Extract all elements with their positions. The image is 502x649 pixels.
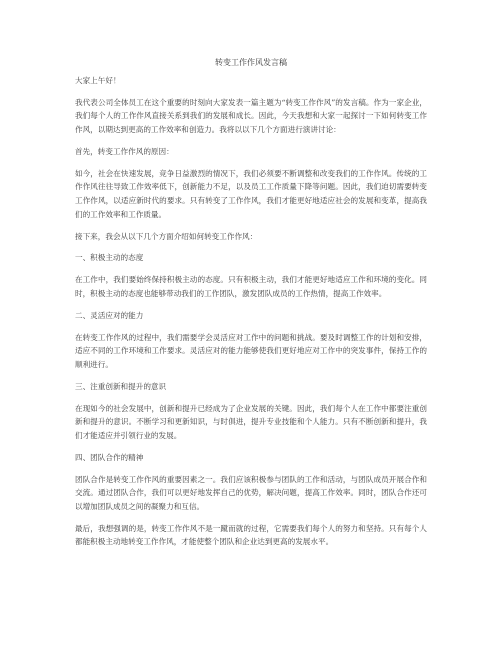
greeting-paragraph: 大家上午好！ <box>75 76 121 85</box>
transition-paragraph: 接下来，我会从以下几个方面介绍如何转变工作作风： <box>75 231 258 241</box>
reasons-paragraph: 如今，社会在快速发展，竞争日益激烈的情况下，我们必须要不断调整和改变我们的工作作风。传统的工作作风往往导致工作效率低下，创新能力不足，以及员工工作质量下降等问题。因此，我们迫切需要转变工作作风，以适应新时代的要求。只有转变了工作作风，我们才能更好地适应社会的发展和变革，提高我们的工作效率和工作质量。 <box>75 168 427 219</box>
flexible-response-paragraph: 在转变工作作风的过程中，我们需要学会灵活应对工作中的问题和挑战。要及时调整工作的计划和安排，适应不同的工作环境和工作要求。灵活应对的能力能够使我们更好地应对工作中的突发事件，保持工作的顺利进行。 <box>75 332 427 369</box>
teamwork-paragraph: 团队合作是转变工作作风的重要因素之一。我们应该积极参与团队的工作和活动，与团队成员开展合作和交流。通过团队合作，我们可以更好地发挥自己的优势，解决问题，提高工作效率。同时，团队合作还可以增加团队成员之间的凝聚力和互信。 <box>75 474 427 511</box>
section-heading-reasons: 首先，转变工作作风的原因： <box>75 146 174 156</box>
heading-proactive-attitude: 一、积极主动的态度 <box>75 253 144 263</box>
heading-flexible-response: 二、灵活应对的能力 <box>75 310 144 320</box>
document-title: 转变工作作风发言稿 <box>215 58 287 67</box>
closing-paragraph: 最后，我想强调的是，转变工作作风不是一蹴而就的过程，它需要我们每个人的努力和坚持。只有每个人都能积极主动地转变工作作风，才能使整个团队和企业达到更高的发展水平。 <box>75 523 427 547</box>
heading-innovation: 三、注重创新和提升的意识 <box>75 381 167 391</box>
proactive-attitude-paragraph: 在工作中，我们要始终保持积极主动的态度。只有积极主动，我们才能更好地适应工作和环境的变化。同时，积极主动的态度也能够带动我们的工作团队，激发团队成员的工作热情，提高工作效率。 <box>75 275 427 298</box>
innovation-paragraph: 在现如今的社会发展中，创新和提升已经成为了企业发展的关键。因此，我们每个人在工作中都要注重创新和提升的意识。不断学习和更新知识，与时俱进，提升专业技能和个人能力。只有不断创新和提升，我们才能适应并引领行业的发展。 <box>75 403 427 440</box>
heading-teamwork: 四、团队合作的精神 <box>75 452 144 462</box>
intro-paragraph: 我代表公司全体员工在这个重要的时刻向大家发表一篇主题为“转变工作作风”的发言稿。作为一家企业，我们每个人的工作作风直接关系到我们的发展和成长。因此，今天我想和大家一起探讨一下如何转变工作作风，以期达到更高的工作效率和创造力。我将以以下几个方面进行演讲讨论： <box>75 97 427 135</box>
document-body <box>75 74 427 557</box>
